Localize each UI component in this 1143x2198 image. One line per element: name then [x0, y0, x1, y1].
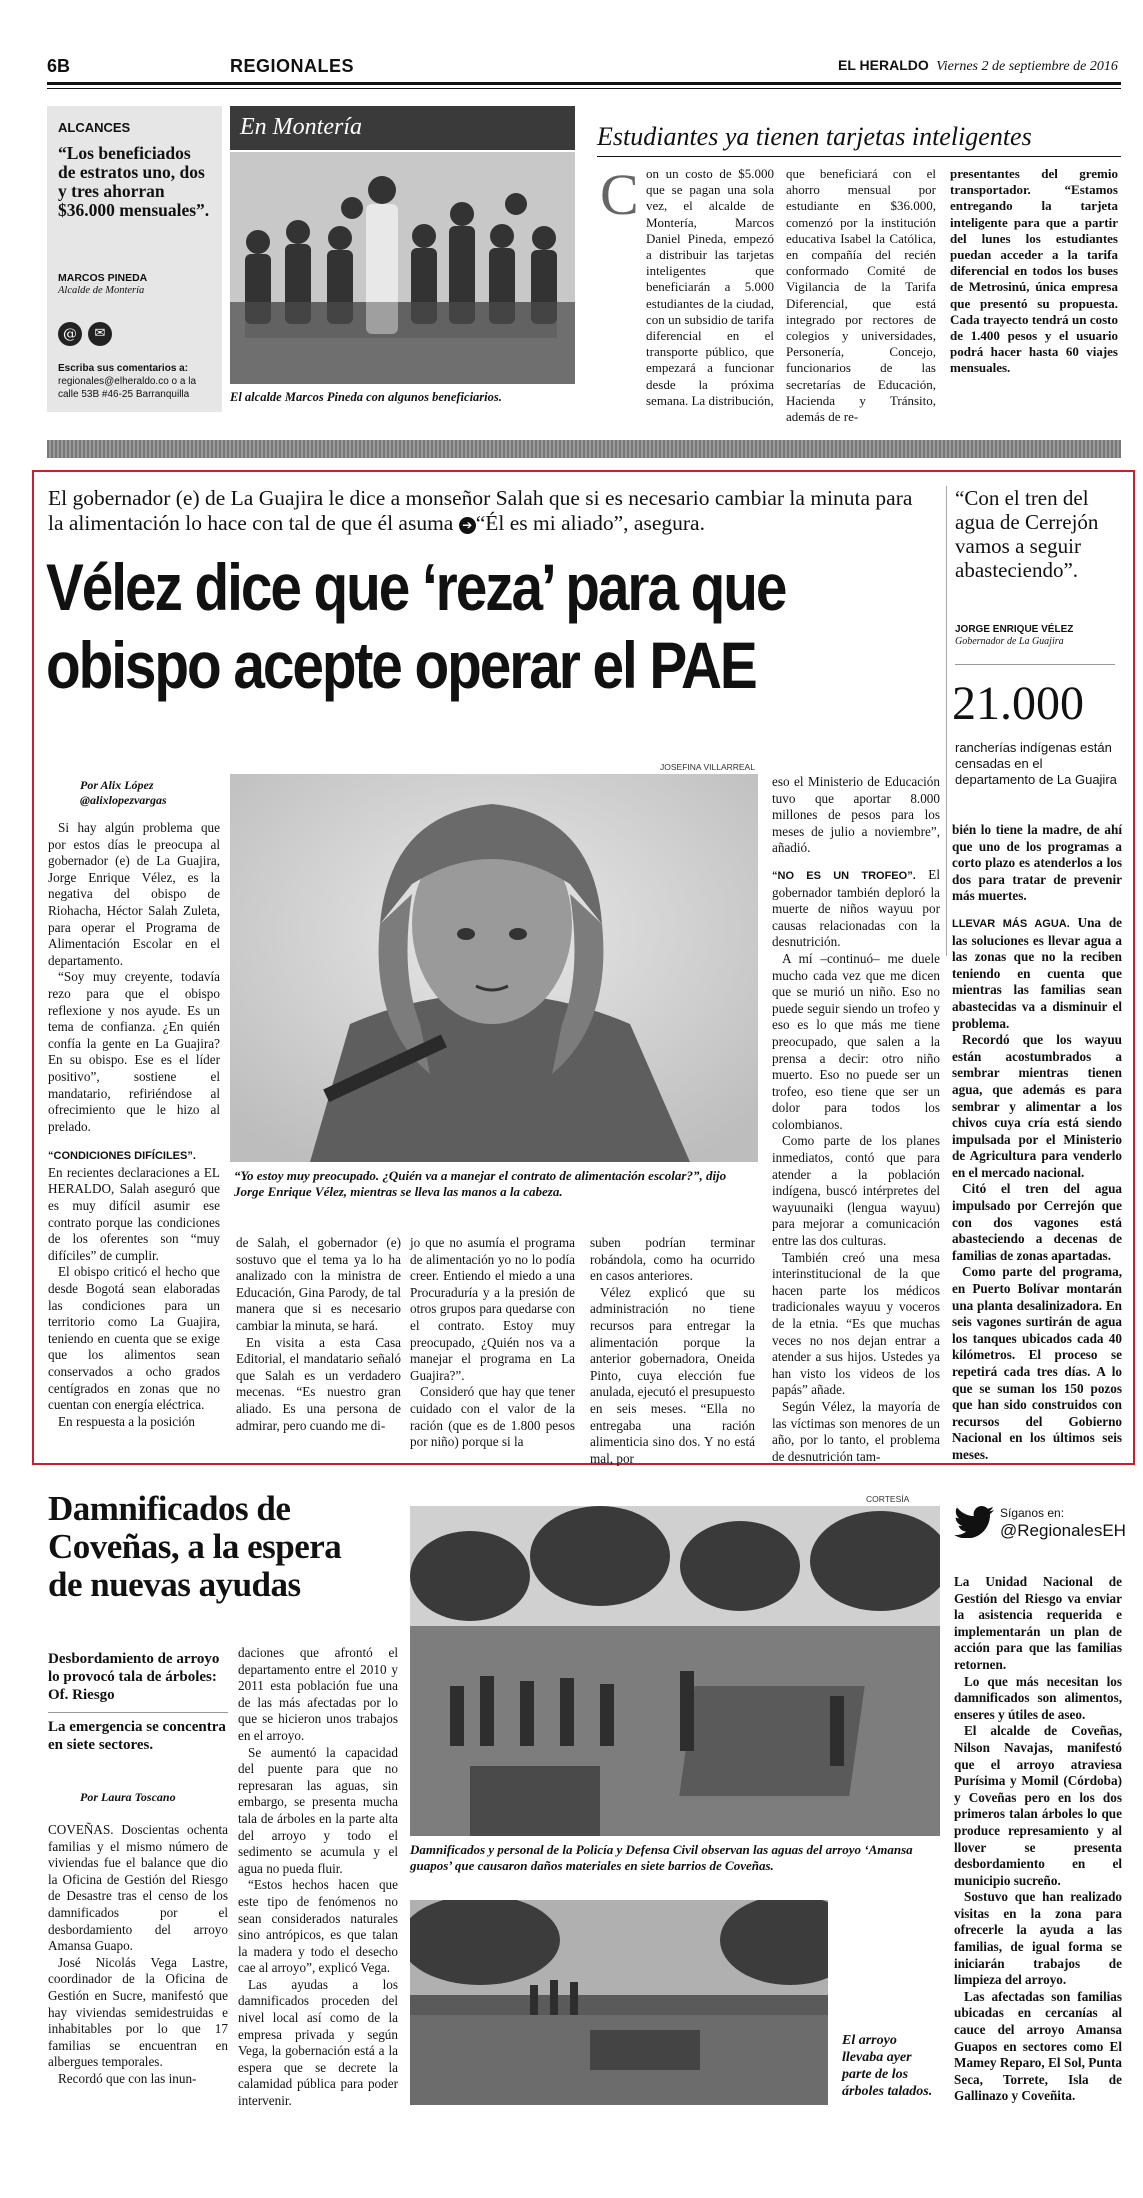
covenas-c1-p1: COVEÑAS. Doscientas ochenta familias y el mismo número de viviendas fue el balance que dio la Oficina de Gestión del Riesgo de Desastre tras el censo de los damnificados por el desbordamiento del arroyo Amansa Guapo.	[48, 1822, 228, 1954]
arrow-right-icon: ➔	[459, 517, 476, 534]
covenas-headline-3: de nuevas ayudas	[48, 1565, 301, 1604]
page-number: 6B	[47, 56, 71, 76]
main-c6-p3: Recordó que los wayuu están acostumbrados a sembrar mientras tienen agua, que además es para sembrar y alimentar a los chivos cuya cría está siendo impulsada por el Ministerio de Agricultura para venderlo en el mercado nacional.	[952, 1032, 1122, 1180]
headline-line-2: obispo acepte operar el PAE	[46, 628, 756, 702]
covenas-headline	[48, 1490, 388, 1604]
covenas-c3-p5: Las afectadas son familias ubicadas en cercanías al cauce del arroyo Amansa Guapos en sectores como El Mamey Reparo, El Sol, Punta Seca, Torrete, Isla de Gallinazo y Coveñita.	[954, 1988, 1122, 2104]
monteria-col-1: on un costo de $5.000 que se pagan una sola vez, el alcalde de Montería, Marcos Daniel Pineda, empezó a distribuir las tarjetas inteligentes que beneficiarán a 5.000 estudiantes de la ciudad, con un subsidio de tarifa diferencial en el transporte público, que empezará a funcionar desde la próxima semana. La distribución,	[646, 166, 774, 408]
covenas-headline-2: Coveñas, a la espera	[48, 1527, 342, 1566]
main-c5-p1: eso el Ministerio de Educación tuvo que aportar 8.000 millones de pesos para los meses de julio a noviembre”, añadió.	[772, 774, 940, 856]
monteria-dropcap: C	[600, 162, 639, 227]
main-c4-p2: Vélez explicó que su administración no tiene recursos para entregar la alimentación porque la anterior gobernadora, Oneida Pinto, cuya elección fue anulada, ejecutó el presupuesto en seis meses. “Ella no entregaba una ración alimenticia sino dos. Y no está mal, por	[590, 1284, 755, 1466]
main-headline	[46, 548, 820, 704]
monteria-title-rule	[597, 156, 1121, 157]
covenas-photo-2	[410, 1900, 828, 2105]
follow-handle[interactable]: @RegionalesEH	[1000, 1521, 1126, 1540]
stat-rule	[955, 664, 1115, 665]
main-col-1	[48, 820, 220, 1430]
covenas-c3-p1: La Unidad Nacional de Gestión del Riesgo va enviar la asistencia requerida e implementarán un plan de acción para que las familias retornen.	[954, 1574, 1122, 1672]
main-subhead-3: LLEVAR MÁS AGUA.	[952, 917, 1070, 930]
separator-band	[47, 440, 1121, 458]
pull-name: JORGE ENRIQUE VÉLEZ	[955, 624, 1074, 635]
paper-name: EL HERALDO	[838, 57, 929, 73]
monteria-title: Estudiantes ya tienen tarjetas inteligentes	[597, 122, 1032, 151]
main-c6-p2: Una de las soluciones es llevar agua a las zonas que no la reciben teniendo en cuenta que mientras las familias sean abastecidas va a disminuir el problema.	[952, 914, 1123, 1031]
students-group-image	[230, 152, 575, 384]
covenas-col-2	[238, 1645, 398, 2110]
covenas-c2-p3: “Estos hechos hacen que este tipo de fenómenos no sean considerados naturales sino antrópicos, es que talan la madera y todo el desecho cae al arroyo”, explicó Vega.	[238, 1877, 398, 1976]
covenas-c1-p2: José Nicolás Vega Lastre, coordinador de la Oficina de Gestión en Sucre, manifestó que hay viviendas semidestruidas e inhabitables por lo que 17 familias se encuentran en albergues temporales.	[48, 1954, 228, 2070]
deck-tail: “Él es mi aliado”, asegura.	[475, 511, 705, 535]
follow-label: Síganos en:	[1000, 1506, 1065, 1520]
main-byline: Por Alix López	[80, 778, 154, 792]
covenas-sub-2: La emergencia se concentra en siete sectores.	[48, 1719, 226, 1753]
alcances-contact	[58, 362, 218, 401]
monteria-tag: En Montería	[230, 106, 575, 150]
main-byline-handle: @alixlopezvargas	[80, 793, 167, 807]
main-c1-p3: En recientes declaraciones a EL HERALDO, Salah aseguró que es muy difícil asumir ese contrato porque las condiciones de los oferentes son “muy difíciles” de cumplir.	[48, 1164, 220, 1263]
at-icon: @	[58, 322, 82, 346]
main-c5-p6: Según Vélez, la mayoría de las víctimas son menores de un año, por lo tanto, el problema de desnutrición tam-	[772, 1398, 940, 1464]
stat-number: 21.000	[952, 677, 1084, 730]
main-subhead-2: “NO ES UN TROFEO”.	[772, 869, 916, 882]
monteria-col-2: que beneficiará con el ahorro mensual por estudiante en $36.000, comenzó por la institución educativa Isabel la Católica, en compañía del recién conformado Comité de Vigilancia de la Tarifa Diferencial, que está integrado por rectores de colegios y universidades, Personería, Concejo, funcionarios de las secretarías de Educación, Hacienda y Tránsito, además de re-	[786, 166, 936, 425]
covenas-c1-p3: Recordó que con las inun-	[58, 2070, 197, 2086]
alcances-name: MARCOS PINEDA	[58, 272, 148, 284]
main-c1-p5: En respuesta a la posición	[58, 1413, 195, 1429]
covenas-c3-p2: Lo que más necesitan los damnificados son alimentos, enseres y útiles de aseo.	[954, 1673, 1122, 1722]
pull-divider	[946, 486, 947, 956]
covenas-c2-p4: Las ayudas a los damnificados proceden del nivel local así como de la empresa privada y según Vega, la gobernación está a la espera que se decrete la calamidad pública para poder intervenir.	[238, 1976, 398, 2109]
header-rule-thin	[47, 88, 1121, 89]
governor-portrait-image	[230, 774, 758, 1162]
covenas-col-3	[954, 1574, 1122, 2105]
section-title: REGIONALES	[230, 56, 355, 76]
main-c1-p2: “Soy muy creyente, todavía rezo para que el obispo reflexione y nos ayude. Es un tema de confianza. ¿En quién confía la gente en La Guajira? En su obispo. Ese es el líder positivo”, sostiene el mandatario, refiriéndose al ofrecimiento que le hizo al prelado.	[48, 969, 220, 1134]
main-photo-credit: JOSEFINA VILLARREAL	[660, 762, 755, 772]
main-c6-p5: Como parte del programa, en Puerto Bolívar montarán una planta desalinizadora. En seis vagones surtirán de agua los tanques ubicados cada 40 kilómetros. El proceso se repetirá cada tres días. A lo que se suman los 150 pozos que han sido construidos con recursos del Gobierno Nacional en los últimos seis meses.	[952, 1264, 1122, 1462]
mail-icon: ✉	[88, 322, 112, 346]
flooded-street-image	[410, 1506, 940, 1836]
covenas-c2-p2: Se aumentó la capacidad del puente para que no represaran las aguas, sin embargo, se presenta mucha tala de árboles en la parte alta del arroyo y todo el sedimento se acumula y el agua no pueda fluir.	[238, 1744, 398, 1876]
monteria-col-3: presentantes del gremio transportador. “Estamos entregando la tarjeta inteligente para que a partir del lunes los estudiantes puedan acceder a la tarifa diferencial en todos los buses de Metrosinú, única empresa que presentó su propuesta. Cada trayecto tendrá un costo de 1.400 pesos y el usuario podrá hacer hasta 60 viajes mensuales.	[950, 166, 1118, 376]
covenas-headline-1: Damnificados de	[48, 1489, 291, 1528]
contact-line-2: calle 53B #46-25 Barranquilla	[58, 389, 190, 400]
headline-line-1: Vélez dice que ‘reza’ para que	[46, 550, 786, 624]
main-c2-p1: de Salah, el gobernador (e) sostuvo que el tema ya lo ha analizado con la ministra de Educación, Gina Parody, de tal manera que si es necesario cambiar la minuta, se hará.	[236, 1235, 401, 1333]
main-c5-p5: También creó una mesa interinstitucional de la que hacen parte los médicos tradicionales wayuu y voceros de la etnia. “Es que muchas veces no nos dejan entrar a atender a sus hijos. Ustedes ya han visto los videos de los papás” añade.	[772, 1249, 940, 1398]
main-c5-p2: El gobernador también deploró la muerte de niños wayuu por causas relacionadas con la desnutrición.	[772, 866, 941, 950]
issue-date: Viernes 2 de septiembre de 2016	[936, 59, 1118, 74]
contact-line-1: regionales@elheraldo.co o a la	[58, 376, 197, 387]
covenas-caption-1: Damnificados y personal de la Policía y Defensa Civil observan las aguas del arroyo ‘Amansa guapos’ que causaron daños materiales en siete barrios de Coveñas.	[410, 1842, 913, 1873]
main-c1-p4: El obispo criticó el hecho que desde Bogotá sean elaboradas las condiciones para un territorio como La Guajira, teniendo en cuenta que se exige que los alimentos sean conservados a ocho grados centígrados en zonas que no cuentan con energía eléctrica.	[48, 1264, 220, 1413]
monteria-caption: El alcalde Marcos Pineda con algunos beneficiarios.	[230, 390, 502, 404]
main-c1-p1: Si hay algún problema que por estos días le preocupa al gobernador (e) de La Guajira, Jorge Enrique Vélez, es la negativa del obispo de Riohacha, Héctor Salah Zuleta, para operar el Programa de Alimentación Escolar en el departamento.	[48, 820, 220, 968]
main-subhead-1: “CONDICIONES DIFÍCILES”.	[48, 1150, 196, 1163]
alcances-label: ALCANCES	[58, 120, 131, 135]
covenas-c2-p1: daciones que afrontó el departamento entre el 2010 y 2011 esta población fue una de las más afectadas por lo que se hicieron unos trabajos en el arroyo.	[238, 1645, 398, 1743]
covenas-sub-1: Desbordamiento de arroyo lo provocó tala de árboles: Of. Riesgo	[48, 1651, 220, 1703]
monteria-col-1-spacer	[602, 230, 642, 410]
covenas-photo-1	[410, 1506, 940, 1836]
pull-role: Gobernador de La Guajira	[955, 636, 1064, 647]
main-deck	[48, 486, 928, 536]
masthead-date	[838, 57, 1118, 75]
main-c6-p4: Citó el tren del agua impulsado por Cerrejón que con dos vagones está abasteciendo a decenas de familias de zonas apartadas.	[952, 1181, 1122, 1263]
alcances-quote: “Los beneficiados de estratos uno, dos y tres ahorran $36.000 mensuales”.	[58, 143, 210, 220]
twitter-bird-icon[interactable]	[954, 1506, 998, 1540]
header-rule	[47, 82, 1121, 85]
main-c3-p1: jo que no asumía el programa de alimentación yo no lo podía creer. Entiendo el miedo a una Procuraduría y a la presión de otros grupos para quedarse con el contrato. Estoy muy preocupado, ¿Quién nos va a manejar el programa en La Guajira?”.	[410, 1235, 575, 1383]
covenas-photo-credit: CORTESÍA	[866, 1494, 910, 1504]
arroyo-bridge-image	[410, 1900, 828, 2105]
main-col-3	[410, 1235, 575, 1451]
main-c5-p4: Como parte de los planes inmediatos, contó que para atender a la población indígena, buscó intérpretes del wayuunaiki (lengua wayuu) para mejorar a comunicación entre las dos culturas.	[772, 1133, 940, 1249]
covenas-caption-2: El arroyo llevaba ayer parte de los árboles talados.	[842, 2033, 933, 2099]
main-col-5	[772, 774, 940, 1465]
alcances-role: Alcalde de Montería	[58, 285, 145, 296]
deck-text: El gobernador (e) de La Guajira le dice a monseñor Salah que si es necesario cambiar la minuta para la alimentación lo hace con tal de que él asuma	[48, 486, 913, 535]
covenas-c3-p3: El alcalde de Coveñas, Nilson Navajas, manifestó que el arroyo atraviesa Purísima y Momil (Córdoba) y Coveñas pero en los dos primeros talan árboles lo que produce represamiento y al llover se presenta desbordamiento en el municipio sucreño.	[954, 1723, 1122, 1888]
stat-text: rancherías indígenas están censadas en el departamento de La Guajira	[955, 740, 1117, 787]
main-c6-p1: bién lo tiene la madre, de ahí que uno de los programas a corto plazo es atenderlos a los dos para tratar de prevenir más muertes.	[952, 822, 1122, 904]
main-c5-p3: A mí –continuó– me duele mucho cada vez que me dicen que se murió un niño. Eso no puede seguir siendo un trofeo y eso es lo que más me tiene preocupado, que salen a la prensa a decir: otro niño muerto. Eso no puede ser un trofeo, eso tiene que ser un dolor para todos los colombianos.	[772, 950, 940, 1132]
main-photo	[230, 774, 758, 1162]
contact-title: Escriba sus comentarios a:	[58, 363, 189, 374]
covenas-sub-rule	[48, 1712, 228, 1713]
main-col-6	[952, 822, 1122, 1464]
covenas-byline: Por Laura Toscano	[80, 1790, 176, 1804]
covenas-col-1	[48, 1822, 228, 2088]
covenas-c3-p4: Sostuvo que han realizado visitas en la zona para ofrecerle la ayuda a las familias, de igual forma se iniciarán trabajos de limpieza del arroyo.	[954, 1889, 1122, 1988]
main-c2-p2: En visita a esta Casa Editorial, el mandatario señaló que Salah es un verdadero mecenas. “Es nuestro gran aliado. Es una persona de admirar, pero cuando me di-	[236, 1334, 401, 1433]
main-col-2	[236, 1235, 401, 1434]
main-col-4	[590, 1235, 755, 1467]
main-c3-p2: Consideró que hay que tener cuidado con el valor de la ración (que es de 1.800 pesos por niño) porque si la	[410, 1384, 575, 1450]
pull-quote: “Con el tren del agua de Cerrejón vamos a seguir abasteciendo”.	[955, 486, 1099, 582]
main-photo-caption: “Yo estoy muy preocupado. ¿Quién va a manejar el contrato de alimentación escolar?”, dijo Jorge Enrique Vélez, mientras se lleva las manos a la cabeza.	[234, 1168, 727, 1199]
main-c4-p1: suben podrían terminar robándola, como ha ocurrido en casos anteriores.	[590, 1235, 755, 1284]
monteria-photo	[230, 152, 575, 384]
